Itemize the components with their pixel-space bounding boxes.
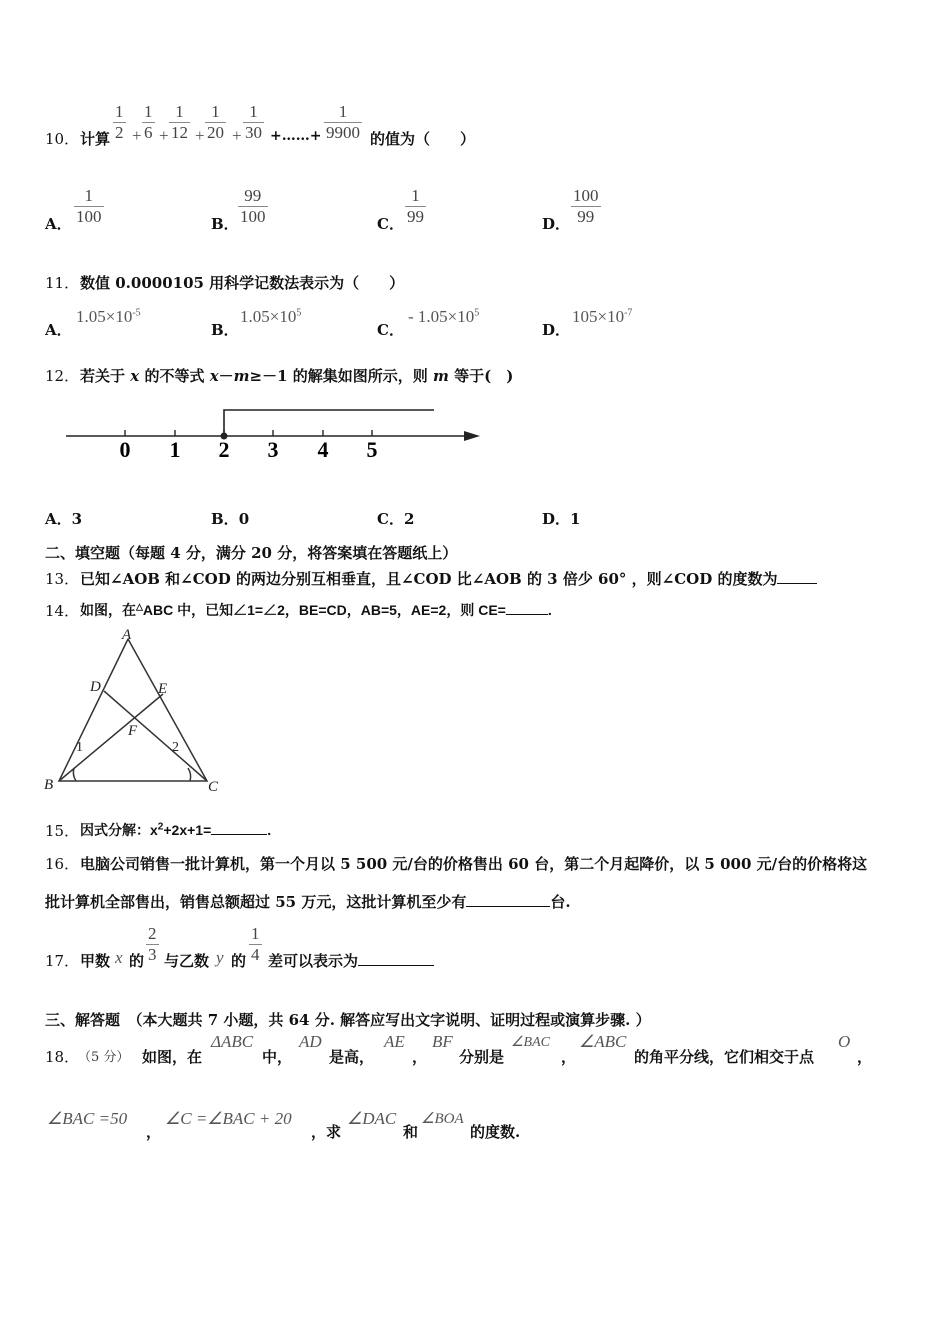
option-b-value: 99 100 — [240, 186, 266, 226]
plus-sign: + — [232, 126, 242, 145]
question-number: 12． — [45, 367, 80, 385]
number-line — [60, 400, 490, 470]
fraction: 1 20 — [207, 102, 224, 142]
tick-label: 4 — [317, 437, 329, 462]
tick-label: 2 — [218, 437, 230, 462]
tick-label: 0 — [119, 437, 131, 462]
answer-blank — [777, 569, 817, 584]
question-number: 17． — [45, 952, 80, 970]
option-c-letter: C． — [377, 321, 404, 339]
answer-blank — [358, 951, 434, 966]
text-segment: ，求 — [311, 1123, 342, 1141]
label-d: D — [90, 679, 101, 695]
question-text: 如图，在△ABC 中，已知∠1=∠2，BE=CD，AB=5，AE=2，则 CE= . — [80, 601, 552, 618]
text-segment: 的 — [231, 952, 247, 970]
math-bf: BF — [432, 1032, 453, 1051]
triangle-abc — [59, 639, 207, 781]
fraction: 1 12 — [171, 102, 188, 142]
math-triangle-abc: ΔABC — [211, 1032, 254, 1051]
text-segment: 的 — [129, 952, 145, 970]
segment-cd — [104, 691, 207, 781]
option-c-value: 1 99 — [407, 186, 424, 226]
label-f: F — [128, 723, 138, 739]
question-number: 10． — [45, 130, 80, 148]
fraction: 1 4 — [251, 924, 260, 964]
option-c-value: - $1.05\times 10^5$ — [408, 307, 480, 326]
question-number: 14． — [45, 602, 80, 620]
option-a: A．3 — [45, 510, 83, 528]
math-ad: AD — [299, 1032, 322, 1051]
math-angle-boa: ∠BOA — [421, 1111, 464, 1127]
question-text-line2: 批计算机全部售出，销售总额超过 55 万元，这批计算机至少有 台. — [45, 893, 571, 911]
option-d-letter: D． — [542, 321, 571, 339]
math-angle-bac-50: ∠BAC =50 — [47, 1109, 128, 1128]
option-b-value: $1.05\times 10^5$ — [240, 307, 302, 326]
option-b-letter: B． — [211, 215, 239, 233]
option-c: C．2 — [377, 510, 415, 528]
label-b: B — [44, 777, 54, 793]
math-angle-c: ∠C =∠BAC + 20 — [165, 1109, 292, 1128]
option-b: B．0 — [211, 510, 250, 528]
section-title: 三、解答题 （本大题共 7 小题，共 64 分. 解答应写出文字说明、证明过程或演算步骤. ） — [45, 1011, 651, 1029]
answer-blank — [211, 820, 267, 835]
text-segment: 的角平分线，它们相交于点 — [634, 1048, 815, 1066]
math-ae: AE — [384, 1032, 405, 1051]
text-segment: 中， — [262, 1048, 293, 1066]
option-d-value: 100 99 — [573, 186, 599, 226]
tick-label: 5 — [366, 437, 378, 462]
math-angle-bac: ∠BAC — [511, 1035, 550, 1050]
ellipsis: +……+ — [270, 128, 322, 144]
question-text: 因式分解：$x^2+2x+1=$ . — [80, 821, 272, 838]
angle-1-arc — [73, 768, 76, 781]
label-c: C — [208, 779, 219, 795]
math-angle-abc: ∠ABC — [579, 1032, 627, 1051]
question-number: 15． — [45, 822, 80, 840]
option-a-value: $1.05\times 10^{-5}$ — [76, 307, 141, 326]
tick-label: 3 — [267, 437, 279, 462]
fraction: 1 9900 — [326, 102, 360, 142]
text-segment: 甲数 — [80, 952, 111, 970]
angle-2-arc — [188, 768, 191, 781]
option-a-value: 1 100 — [76, 186, 102, 226]
text-segment: 分别是 — [459, 1048, 505, 1066]
question-number: 11． — [45, 274, 80, 292]
plus-sign: + — [195, 126, 205, 145]
label-angle-1: 1 — [76, 740, 83, 755]
option-a-letter: A． — [45, 321, 72, 339]
plus-sign: + — [132, 126, 142, 145]
option-a-letter: A． — [45, 215, 72, 233]
question-text-line1: 电脑公司销售一批计算机，第一个月以 5 500 元/台的价格售出 60 台，第二个月起降价，以 5 000 元/台的价格将这 — [80, 855, 868, 873]
score: （5 分） — [78, 1050, 130, 1065]
option-b-letter: B． — [211, 321, 239, 339]
option-c-letter: C． — [377, 215, 404, 233]
question-number: 13． — [45, 570, 80, 588]
variable-x: x — [115, 948, 123, 967]
triangle-figure — [40, 625, 225, 795]
text-segment: ， — [561, 1048, 577, 1066]
fraction: 2 3 — [148, 924, 157, 964]
label-a: A — [122, 627, 132, 643]
text-segment: ， — [857, 1048, 873, 1066]
answer-blank — [466, 892, 550, 907]
question-text: 若关于 x 的不等式 x－m≥－1 的解集如图所示，则 m 等于( ) — [80, 367, 514, 385]
option-d-value: $105\times 10^{-7}$ — [572, 307, 633, 326]
text-segment: ， — [412, 1048, 428, 1066]
section-title: 二、填空题（每题 4 分，满分 20 分，将答案填在答题纸上） — [45, 544, 458, 562]
fraction: 1 30 — [245, 102, 262, 142]
question-text: 已知∠AOB 和∠COD 的两边分别互相垂直，且∠COD 比∠AOB 的 3 倍少 60° ，则∠COD 的度数为 — [80, 568, 817, 589]
question-text: 数值 0.0000105 用科学记数法表示为（ ） — [80, 274, 405, 292]
fraction: 1 6 — [144, 102, 153, 142]
text-segment: 的度数. — [470, 1123, 521, 1141]
option-d: D．1 — [542, 510, 581, 528]
question-number: 16． — [45, 855, 80, 873]
plus-sign: + — [159, 126, 169, 145]
segment-be — [59, 694, 163, 781]
label-e: E — [158, 681, 168, 697]
option-d-letter: D． — [542, 215, 571, 233]
label-angle-2: 2 — [172, 740, 179, 755]
text-segment: 差可以表示为 — [268, 950, 434, 971]
text-segment: 与乙数 — [164, 952, 210, 970]
text-segment: ， — [146, 1123, 162, 1141]
text-segment: 和 — [403, 1123, 419, 1141]
question-number: 18． — [45, 1048, 80, 1066]
text-segment: 如图，在 — [142, 1048, 203, 1066]
math-angle-dac: ∠DAC — [347, 1109, 397, 1128]
variable-y: y — [216, 948, 224, 967]
math-point-o: O — [838, 1032, 851, 1051]
question-suffix: 的值为（ ） — [370, 130, 476, 148]
question-prefix: 计算 — [80, 130, 111, 148]
arrow-head-icon — [464, 431, 480, 441]
answer-blank — [506, 600, 548, 615]
solution-bracket — [224, 410, 434, 436]
fraction: 1 2 — [115, 102, 124, 142]
text-segment: 是高， — [329, 1048, 375, 1066]
tick-label: 1 — [169, 437, 181, 462]
